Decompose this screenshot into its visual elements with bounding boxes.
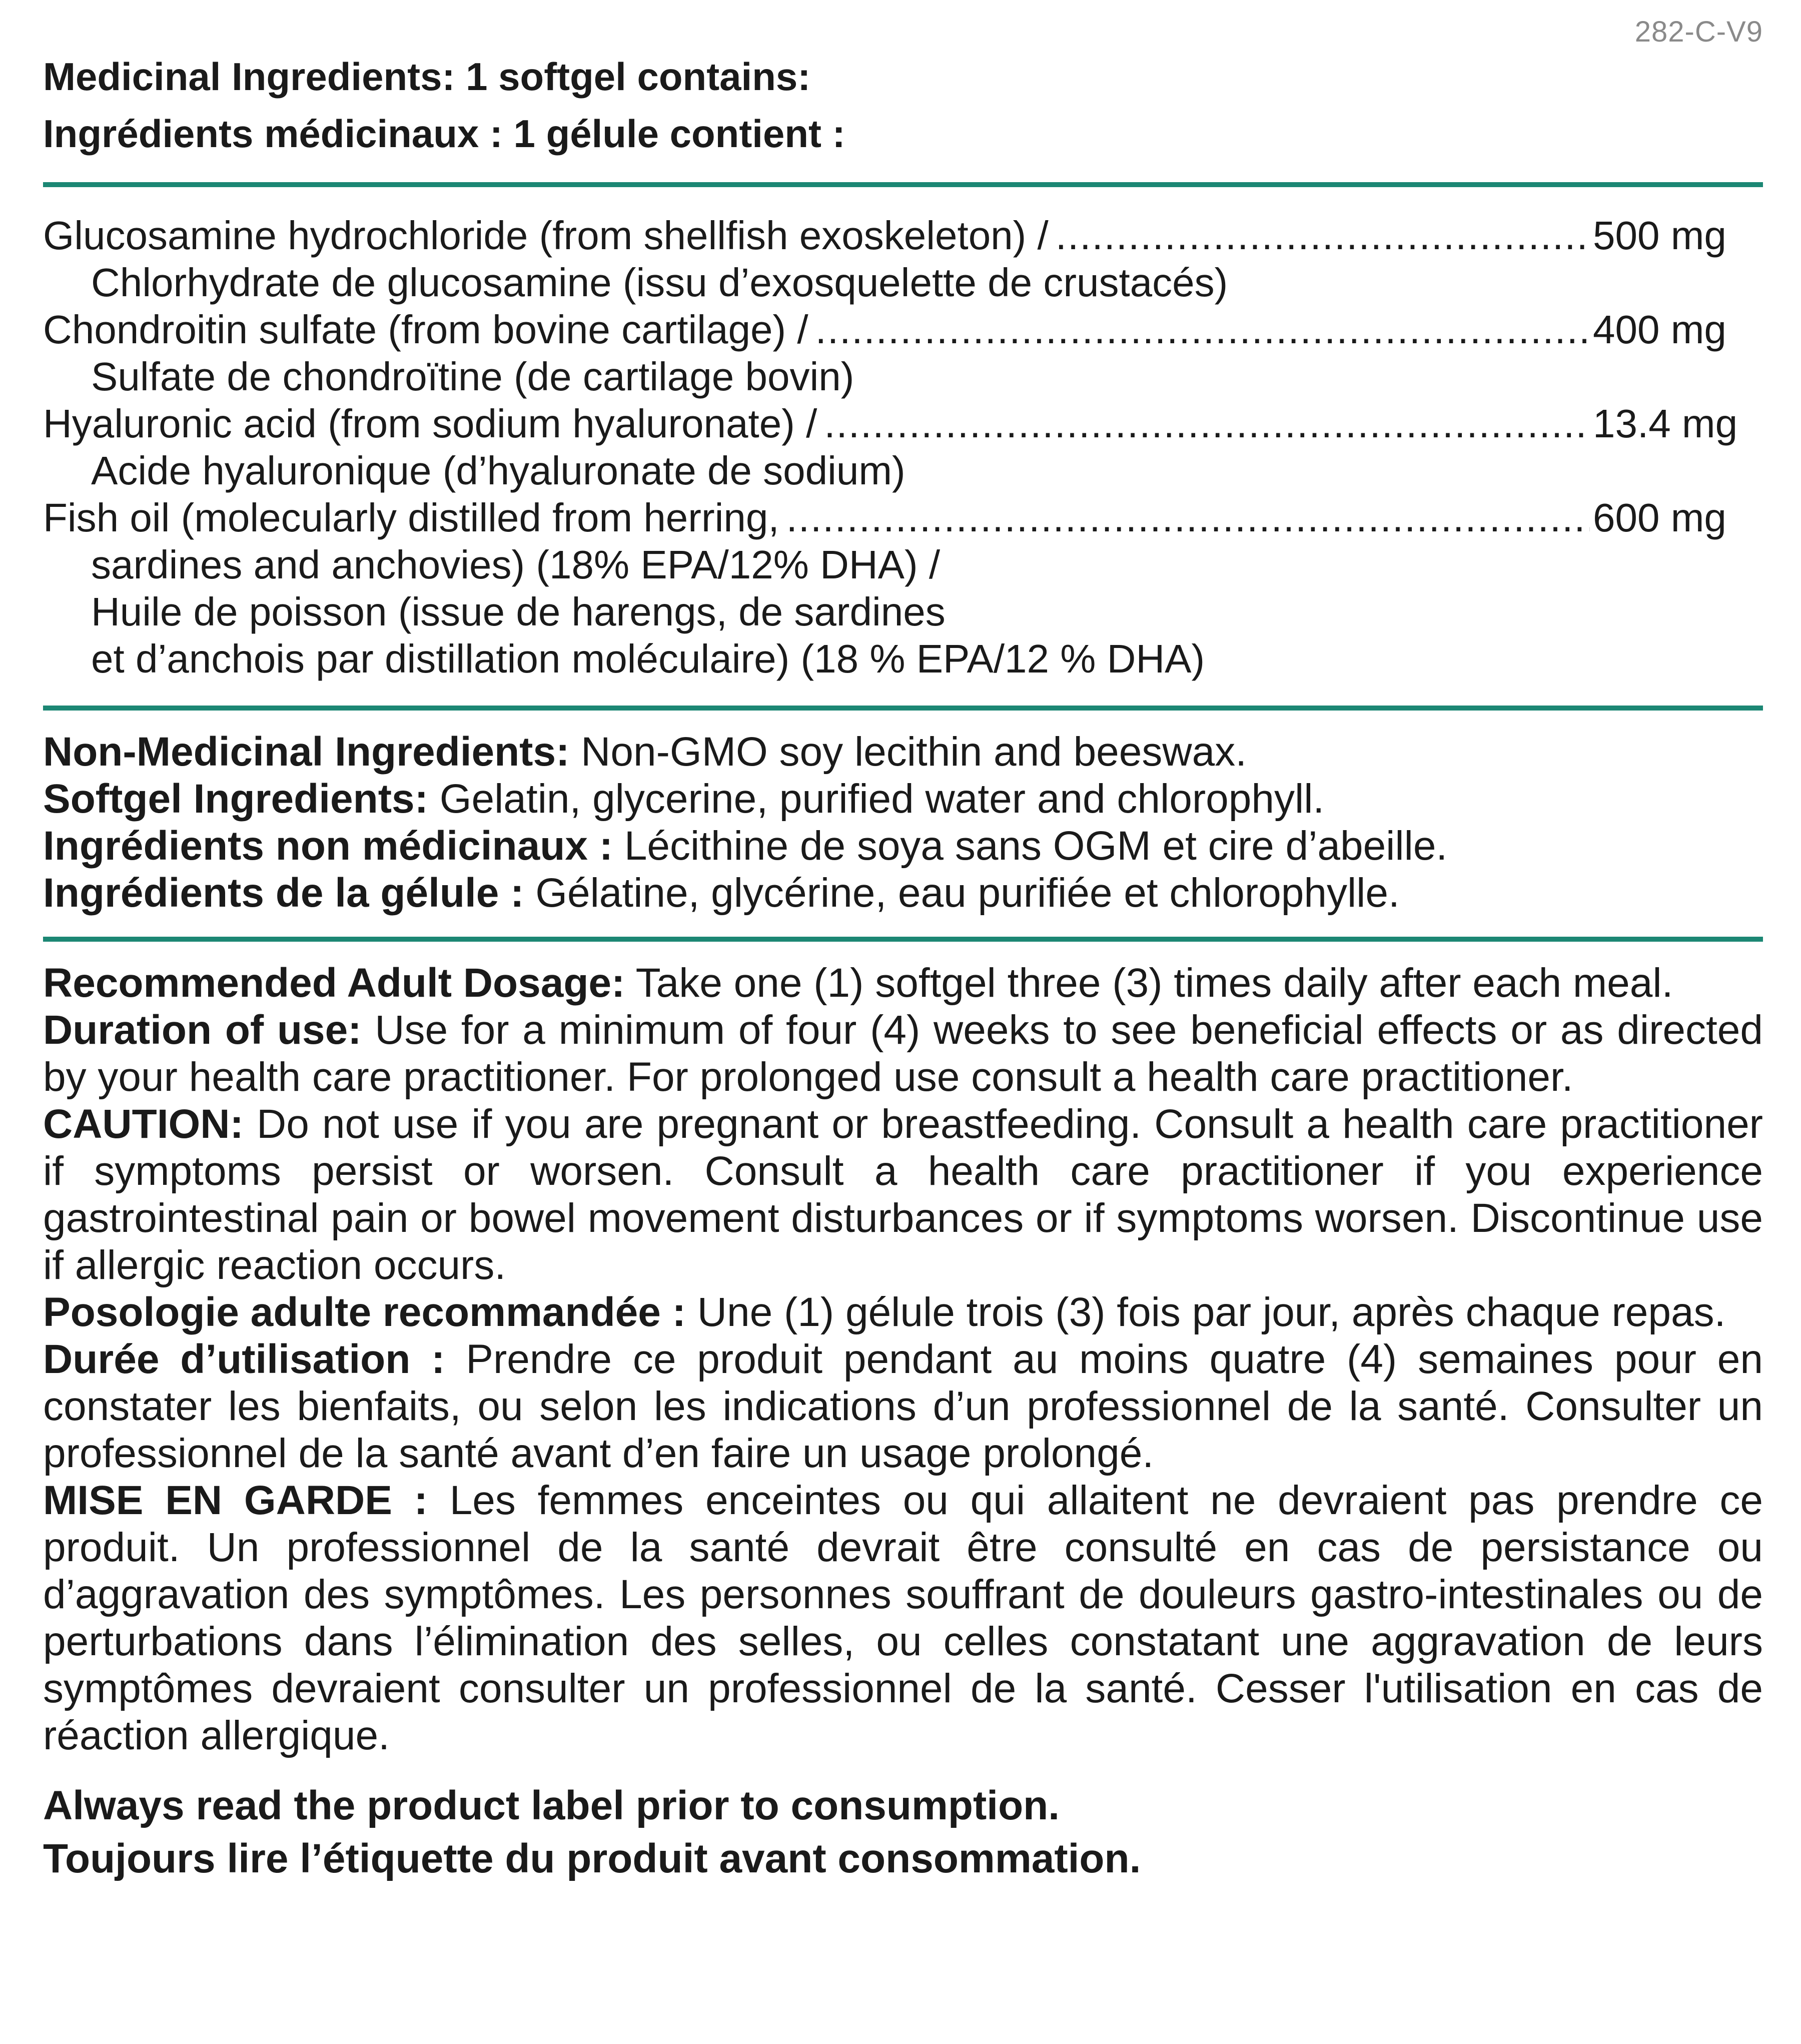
duration-en	[43, 1007, 1763, 1101]
dosage-fr	[43, 1289, 1763, 1336]
section-text: Prendre ce produit pendant au moins quatre (4) semaines pour en constater les bienfaits, ou selon les indications d’un professionnel de la santé. Consulter un professionnel de la santé avant d’en faire un usage prolongé.	[43, 1336, 1763, 1476]
duration-fr	[43, 1336, 1763, 1477]
ingredient-amount: 500 mg	[1593, 213, 1726, 258]
section-label: Recommended Adult Dosage:	[43, 960, 625, 1006]
section-label: CAUTION:	[43, 1101, 244, 1147]
directions-section	[43, 960, 1763, 1759]
non-medicinal-section	[43, 729, 1763, 917]
ingredient-amount: 400 mg	[1593, 307, 1726, 352]
label-code: 282-C-V9	[1634, 16, 1763, 48]
section-text: Les femmes enceintes ou qui allaitent ne devraient pas prendre ce produit. Un professionnel de la santé devrait être consulté en cas de persistance ou d’aggravation des symptômes. Les personnes souffrant de douleurs gastro-intestinales ou de perturbations dans l’élimination des selles, ou celles constatant une aggravation de leurs symptômes devraient consulter un professionnel de la santé. Cesser l'utilisation en cas de réaction allergique.	[43, 1478, 1763, 1758]
section-label: Duration of use:	[43, 1007, 362, 1053]
ingredient-row	[43, 212, 1763, 259]
section-label: MISE EN GARDE :	[43, 1478, 428, 1523]
divider	[43, 937, 1763, 942]
ingredient-subline: Acide hyaluronique (d’hyaluronate de sodium)	[91, 448, 906, 493]
ingredient-row	[43, 306, 1763, 353]
ingredient-amount: 600 mg	[1593, 495, 1726, 540]
section-label: Ingrédients non médicinaux :	[43, 823, 613, 869]
section-text: Do not use if you are pregnant or breastfeeding. Consult a health care practitioner if symptoms persist or worsen. Consult a health care practitioner if you experience gastrointestinal pain or bowel movement disturbances or if symptoms worsen. Discontinue use if allergic reaction occurs.	[43, 1101, 1763, 1288]
section-text: Take one (1) softgel three (3) times daily after each meal.	[625, 960, 1673, 1006]
ingredient-row	[43, 400, 1763, 447]
ingredient-row	[43, 494, 1763, 541]
dot-leader	[1056, 212, 1590, 259]
non-medicinal-ingredients-en	[43, 729, 1763, 776]
section-label: Non-Medicinal Ingredients:	[43, 729, 570, 775]
footer-line-en: Always read the product label prior to consumption.	[43, 1783, 1060, 1828]
medicinal-header-en: Medicinal Ingredients: 1 softgel contains:	[43, 55, 811, 99]
section-label: Softgel Ingredients:	[43, 776, 428, 822]
ingredient-chondroitin	[43, 306, 1763, 400]
dot-leader	[815, 306, 1590, 353]
section-text: Gelatin, glycerine, purified water and chlorophyll.	[428, 776, 1325, 822]
section-text: Une (1) gélule trois (3) fois par jour, après chaque repas.	[685, 1289, 1726, 1335]
dot-leader	[824, 400, 1590, 447]
ingredient-name: Fish oil (molecularly distilled from herring,	[43, 495, 779, 540]
ingredient-hyaluronic-acid	[43, 400, 1763, 494]
ingredient-subline: Huile de poisson (issue de harengs, de sardines	[91, 589, 946, 634]
medicinal-ingredients-list	[43, 212, 1763, 683]
dosage-en	[43, 960, 1763, 1007]
product-label	[43, 0, 1763, 1885]
divider	[43, 706, 1763, 711]
section-text: Gélatine, glycérine, eau purifiée et chlorophylle.	[524, 870, 1400, 916]
ingredient-name: Glucosamine hydrochloride (from shellfish exoskeleton) /	[43, 213, 1049, 258]
ingredient-subline: sardines and anchovies) (18% EPA/12% DHA) /	[91, 542, 941, 587]
divider	[43, 182, 1763, 187]
caution-en	[43, 1101, 1763, 1289]
section-text: Use for a minimum of four (4) weeks to see beneficial effects or as directed by your health care practitioner. For prolonged use consult a health care practitioner.	[43, 1007, 1763, 1100]
softgel-ingredients-en	[43, 776, 1763, 823]
caution-fr	[43, 1477, 1763, 1759]
section-text: Non-GMO soy lecithin and beeswax.	[569, 729, 1247, 775]
ingredient-subline: Chlorhydrate de glucosamine (issu d’exosquelette de crustacés)	[91, 260, 1228, 305]
non-medicinal-ingredients-fr	[43, 823, 1763, 870]
ingredient-fish-oil	[43, 494, 1763, 683]
ingredient-amount: 13.4 mg	[1593, 401, 1738, 446]
footer-line-fr: Toujours lire l’étiquette du produit avant consommation.	[43, 1836, 1141, 1881]
section-text: Lécithine de soya sans OGM et cire d’abeille.	[613, 823, 1448, 869]
ingredient-name: Chondroitin sulfate (from bovine cartilage) /	[43, 307, 808, 352]
ingredient-subline: et d’anchois par distillation moléculaire) (18 % EPA/12 % DHA)	[91, 636, 1205, 681]
footer-notice	[43, 1779, 1763, 1885]
dot-leader	[786, 494, 1590, 541]
section-label: Durée d’utilisation :	[43, 1336, 445, 1382]
section-label: Ingrédients de la gélule :	[43, 870, 524, 916]
ingredient-name: Hyaluronic acid (from sodium hyaluronate) /	[43, 401, 817, 446]
section-label: Posologie adulte recommandée :	[43, 1289, 686, 1335]
ingredient-subline: Sulfate de chondroïtine (de cartilage bovin)	[91, 354, 854, 399]
softgel-ingredients-fr	[43, 870, 1763, 917]
ingredient-glucosamine	[43, 212, 1763, 306]
medicinal-header-fr: Ingrédients médicinaux : 1 gélule contient :	[43, 112, 845, 156]
